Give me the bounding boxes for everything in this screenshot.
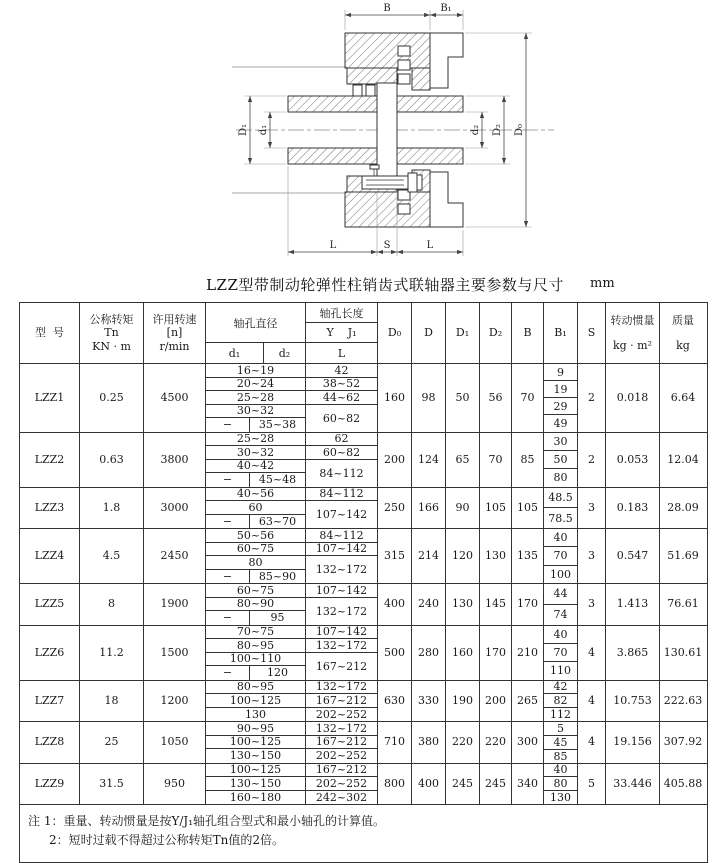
dim-label-d1: d₁ (258, 124, 269, 136)
header-B1: B₁ (544, 303, 578, 363)
b1-stack (544, 681, 578, 722)
d1-cell: 90 (446, 488, 480, 529)
dim-label-D0: D₀ (514, 123, 525, 137)
torque-cell: 11.2 (80, 626, 144, 680)
inertia-cell: 0.053 (606, 433, 660, 487)
bore-dia-cell: 100~125 (206, 764, 305, 778)
d2-cell: 105 (480, 488, 512, 529)
torque-cell: 0.25 (80, 364, 144, 432)
inertia-cell: 0.018 (606, 364, 660, 432)
mass-cell: 222.63 (663, 693, 703, 707)
header-D2: D₂ (480, 303, 512, 363)
mass-cell: 28.09 (667, 500, 699, 514)
d1-cell: 50 (446, 364, 480, 432)
b1-cell: 40 (544, 529, 577, 547)
header-torque-line3: KN · m (92, 339, 131, 353)
bore-d1-cell: − (206, 473, 250, 487)
bore-dia-cell: 80 (206, 556, 305, 570)
b1-stack (544, 626, 578, 680)
model-cell: LZZ3 (20, 488, 80, 529)
inertia-cell: 0.547 (606, 529, 660, 583)
s-cell: 3 (578, 488, 606, 529)
bore-dia-cell: 30~32 (206, 405, 305, 419)
header-yj1: Y J₁ (306, 323, 377, 343)
mass-cell: 307.92 (663, 735, 703, 749)
model-cell: LZZ9 (20, 764, 80, 805)
speed-cell: 2450 (144, 529, 206, 583)
bore-dia-cell: 60 (206, 501, 305, 515)
bore-len-cell: 132~172 (306, 639, 377, 653)
spec-table (19, 302, 708, 863)
model-cell: LZZ1 (20, 364, 80, 432)
b-cell: 105 (512, 488, 544, 529)
header-inertia-line2: kg · m² (612, 338, 653, 352)
d1-cell: 220 (446, 722, 480, 763)
d1-cell: 120 (446, 529, 480, 583)
bore-dia-cell: 70~75 (206, 626, 305, 640)
d-cell: 380 (412, 722, 446, 763)
d-cell: 124 (412, 433, 446, 487)
inertia-cell: 0.183 (606, 488, 660, 529)
dim-label-D2: D₂ (492, 123, 503, 137)
b1-cell: 130 (550, 791, 571, 805)
d2-cell: 245 (480, 764, 512, 805)
model-cell: LZZ8 (20, 722, 80, 763)
d2-cell: 200 (480, 681, 512, 722)
s-cell: 3 (578, 529, 606, 583)
b1-cell: 42 (544, 681, 577, 695)
bore-len-cell: 107~142 (315, 508, 368, 521)
speed-cell: 1050 (144, 722, 206, 763)
inertia-cell: 1.413 (606, 584, 660, 625)
b-cell: 340 (512, 764, 544, 805)
s-cell: 5 (578, 764, 606, 805)
bore-dia-stack (206, 433, 306, 487)
header-speed-line2: [n] (166, 326, 183, 340)
header-D1: D₁ (446, 303, 480, 363)
bore-dia-stack (206, 488, 306, 529)
header-B: B (512, 303, 544, 363)
mass-cell: 12.04 (667, 452, 699, 466)
b-cell: 70 (512, 364, 544, 432)
header-mass-line1: 质量 (672, 313, 694, 327)
bore-len-cell: 242~302 (315, 790, 368, 804)
header-l: L (337, 346, 346, 360)
bore-dia-cell: 100~110 (206, 653, 305, 667)
d2-cell: 145 (480, 584, 512, 625)
bore-len-stack (306, 364, 378, 432)
bore-dia-stack (206, 764, 306, 805)
inertia-cell: 19.156 (606, 722, 660, 763)
bore-dia-cell: 80~95 (206, 681, 305, 695)
bore-dia-cell: 60~75 (206, 584, 305, 598)
header-torque (80, 303, 144, 363)
b1-cell: 82 (544, 694, 577, 708)
bore-dia-cell: 130~150 (206, 777, 305, 791)
bore-dia-cell: 60~75 (206, 543, 305, 557)
bore-len-cell: 167~212 (306, 764, 377, 778)
b1-cell: 80 (553, 471, 568, 485)
bore-dia-split-cell (206, 418, 305, 432)
bore-dia-cell: 80~90 (206, 598, 305, 612)
table-row (20, 488, 707, 530)
torque-cell: 18 (80, 681, 144, 722)
bore-dia-split-cell (206, 666, 305, 680)
bore-len-stack (306, 681, 378, 722)
table-row (20, 681, 707, 723)
header-mass-line2: kg (676, 338, 690, 352)
bore-dia-stack (206, 626, 306, 680)
table-row (20, 433, 707, 488)
bore-len-cell: 60~82 (306, 446, 377, 460)
bore-d1-cell: − (206, 611, 250, 625)
d-cell: 240 (412, 584, 446, 625)
bore-len-cell: 107~142 (306, 626, 377, 640)
model-cell: LZZ4 (20, 529, 80, 583)
bore-d1-cell: − (206, 418, 250, 432)
b1-cell: 19 (544, 381, 577, 398)
bore-dia-cell: 16~19 (206, 364, 305, 378)
b1-cell: 44 (544, 584, 577, 605)
page-title: LZZ型带制动轮弹性柱销齿式联轴器主要参数与尺寸 (206, 276, 564, 294)
bore-len-cell: 107~142 (306, 584, 377, 598)
bore-dia-cell: 40~56 (206, 488, 305, 502)
d0-cell: 250 (378, 488, 412, 529)
d1-cell: 245 (446, 764, 480, 805)
s-cell: 4 (578, 626, 606, 680)
bore-d1-cell: − (206, 666, 250, 680)
b1-cell: 49 (553, 416, 568, 430)
bore-dia-split-cell (206, 473, 305, 487)
b1-cell: 45 (544, 736, 577, 750)
b1-cell: 50 (544, 451, 577, 469)
d2-cell: 70 (480, 433, 512, 487)
bore-dia-cell: 50~56 (206, 529, 305, 543)
bore-len-cell: 38~52 (306, 378, 377, 392)
mass-cell: 405.88 (663, 776, 703, 790)
bore-len-cell: 167~212 (306, 736, 377, 750)
b1-cell: 78.5 (548, 511, 573, 525)
b1-cell: 85 (553, 749, 568, 763)
b1-cell: 29 (544, 398, 577, 415)
d0-cell: 710 (378, 722, 412, 763)
bore-dia-stack (206, 722, 306, 763)
bore-len-cell: 62 (306, 433, 377, 447)
bore-d1-cell: − (206, 515, 250, 529)
bore-len-cell: 132~172 (306, 722, 377, 736)
b1-stack (544, 529, 578, 583)
d0-cell: 160 (378, 364, 412, 432)
bore-len-cell: 84~112 (319, 466, 364, 480)
bore-len-stack (306, 529, 378, 583)
dim-label-l-left: L (329, 240, 337, 251)
b1-cell: 30 (544, 433, 577, 451)
header-inertia-line1: 转动惯量 (610, 313, 655, 327)
b1-stack (544, 764, 578, 805)
header-bore-length (306, 303, 378, 363)
bore-len-cell: 60~82 (322, 411, 361, 425)
torque-cell: 8 (80, 584, 144, 625)
title-row (0, 274, 726, 296)
header-mass (660, 303, 706, 363)
d0-cell: 800 (378, 764, 412, 805)
inertia-cell: 3.865 (606, 626, 660, 680)
s-cell: 4 (578, 681, 606, 722)
model-cell: LZZ7 (20, 681, 80, 722)
torque-cell: 25 (80, 722, 144, 763)
bore-dia-cell: 100~125 (206, 694, 305, 708)
bore-d2-cell: 95 (270, 611, 285, 625)
table-row (20, 626, 707, 681)
bore-len-cell: 44~62 (306, 391, 377, 405)
torque-cell: 31.5 (80, 764, 144, 805)
d-cell: 98 (412, 364, 446, 432)
mass-cell: 130.61 (663, 645, 703, 659)
table-body (20, 364, 707, 804)
table-header (20, 303, 707, 364)
bore-len-stack (306, 626, 378, 680)
b1-cell: 40 (544, 764, 577, 778)
dim-label-b1: B₁ (440, 3, 452, 14)
d-cell: 214 (412, 529, 446, 583)
bore-dia-split-cell (206, 515, 305, 529)
b1-cell: 48.5 (544, 488, 577, 509)
b-cell: 85 (512, 433, 544, 487)
bore-dia-cell: 80~95 (206, 639, 305, 653)
bore-dia-cell: 20~24 (206, 378, 305, 392)
b1-cell: 70 (544, 547, 577, 565)
header-d1: d₁ (206, 343, 264, 363)
inertia-cell: 33.446 (606, 764, 660, 805)
bore-dia-split-cell (206, 570, 305, 584)
bore-d2-cell: 45~48 (258, 473, 297, 487)
d-cell: 330 (412, 681, 446, 722)
bore-len-cell: 167~212 (315, 659, 368, 673)
b1-cell: 80 (544, 777, 577, 791)
bore-len-stack (306, 764, 378, 805)
table-row (20, 584, 707, 626)
bore-len-cell: 202~252 (306, 777, 377, 791)
dim-label-s: S (383, 240, 391, 251)
bore-len-cell: 202~252 (315, 749, 368, 763)
inertia-cell: 10.753 (606, 681, 660, 722)
bore-d2-cell: 35~38 (258, 418, 297, 432)
bore-dia-cell: 130 (245, 707, 266, 721)
mass-cell: 76.61 (667, 597, 699, 611)
d0-cell: 400 (378, 584, 412, 625)
b1-cell: 100 (550, 567, 571, 581)
bore-dia-stack (206, 529, 306, 583)
d-cell: 280 (412, 626, 446, 680)
d0-cell: 630 (378, 681, 412, 722)
bore-d2-cell: 63~70 (258, 514, 297, 528)
header-torque-line1: 公称转矩 (89, 312, 134, 326)
table-notes (20, 804, 707, 862)
b1-stack (544, 364, 578, 432)
mass-cell: 51.69 (667, 549, 699, 563)
torque-cell: 1.8 (80, 488, 144, 529)
speed-cell: 1900 (144, 584, 206, 625)
b-cell: 170 (512, 584, 544, 625)
model-cell: LZZ2 (20, 433, 80, 487)
d1-cell: 65 (446, 433, 480, 487)
dim-label-l-right: L (426, 240, 434, 251)
bore-dia-cell: 130~150 (229, 749, 282, 763)
d0-cell: 200 (378, 433, 412, 487)
b1-cell: 40 (544, 626, 577, 644)
b1-stack (544, 584, 578, 625)
note-line-2: 2：短时过载不得超过公称转矩Tn值的2倍。 (49, 833, 285, 848)
bore-dia-cell: 25~28 (206, 391, 305, 405)
speed-cell: 950 (144, 764, 206, 805)
table-row (20, 764, 707, 805)
b1-stack (544, 433, 578, 487)
unit-label: mm (590, 276, 615, 291)
model-cell: LZZ5 (20, 584, 80, 625)
header-S: S (578, 303, 606, 363)
s-cell: 3 (578, 584, 606, 625)
speed-cell: 1200 (144, 681, 206, 722)
bore-len-cell: 132~172 (306, 681, 377, 695)
bore-dia-stack (206, 681, 306, 722)
header-inertia (606, 303, 660, 363)
dim-label-b: B (383, 3, 391, 14)
bore-len-cell: 202~252 (315, 707, 368, 721)
b1-cell: 110 (550, 664, 571, 678)
bore-len-cell: 107~142 (306, 543, 377, 557)
speed-cell: 3000 (144, 488, 206, 529)
header-speed-line3: r/min (159, 339, 190, 353)
note-line-1: 注 1：重量、转动惯量是按Y/J₁轴孔组合型式和最小轴孔的计算值。 (28, 814, 386, 828)
table-row (20, 529, 707, 584)
bore-d1-cell: − (206, 570, 250, 584)
speed-cell: 3800 (144, 433, 206, 487)
d2-cell: 220 (480, 722, 512, 763)
model-cell: LZZ6 (20, 626, 80, 680)
header-D0: D₀ (378, 303, 412, 363)
torque-cell: 0.63 (80, 433, 144, 487)
bore-len-cell: 42 (306, 364, 377, 378)
bore-dia-stack (206, 584, 306, 625)
header-bore-diameter (206, 303, 306, 363)
speed-cell: 4500 (144, 364, 206, 432)
b1-stack (544, 722, 578, 763)
bore-dia-split-cell (206, 611, 305, 625)
coupling-technical-drawing (0, 0, 726, 272)
b-cell: 300 (512, 722, 544, 763)
d-cell: 166 (412, 488, 446, 529)
d0-cell: 500 (378, 626, 412, 680)
bore-len-cell: 167~212 (306, 694, 377, 708)
table-row (20, 364, 707, 433)
b-cell: 265 (512, 681, 544, 722)
bore-len-stack (306, 433, 378, 487)
b1-cell: 74 (553, 608, 568, 622)
header-bore-len-label: 轴孔长度 (306, 303, 377, 323)
mass-cell: 6.64 (670, 390, 696, 404)
torque-cell: 4.5 (80, 529, 144, 583)
d2-cell: 130 (480, 529, 512, 583)
d0-cell: 315 (378, 529, 412, 583)
d-cell: 400 (412, 764, 446, 805)
s-cell: 4 (578, 722, 606, 763)
bore-d2-cell: 85~90 (258, 569, 297, 583)
dim-label-d2: d₂ (470, 124, 481, 136)
b1-cell: 5 (544, 722, 577, 736)
header-torque-line2: Tn (104, 326, 119, 340)
bore-dia-cell: 25~28 (206, 433, 305, 447)
b1-cell: 9 (544, 364, 577, 381)
bore-len-cell: 132~172 (315, 563, 368, 576)
header-D: D (412, 303, 446, 363)
header-bore-dia-label: 轴孔直径 (206, 303, 305, 343)
d2-cell: 56 (480, 364, 512, 432)
d2-cell: 170 (480, 626, 512, 680)
bore-dia-stack (206, 364, 306, 432)
header-speed (144, 303, 206, 363)
table-row (20, 722, 707, 764)
header-d2: d₂ (278, 346, 291, 360)
header-model: 型 号 (20, 303, 80, 363)
bore-len-cell: 84~112 (306, 529, 377, 543)
bore-dia-cell: 160~180 (229, 790, 282, 804)
s-cell: 2 (578, 364, 606, 432)
bore-len-cell: 132~172 (315, 604, 368, 618)
b-cell: 135 (512, 529, 544, 583)
s-cell: 2 (578, 433, 606, 487)
bore-len-stack (306, 584, 378, 625)
dim-label-D1: D₁ (238, 123, 249, 137)
d1-cell: 190 (446, 681, 480, 722)
bore-len-stack (306, 722, 378, 763)
bore-dia-cell: 100~125 (206, 736, 305, 750)
bore-d2-cell: 120 (267, 666, 288, 680)
d1-cell: 160 (446, 626, 480, 680)
b1-stack (544, 488, 578, 529)
header-speed-line1: 许用转速 (152, 312, 197, 326)
bore-len-stack (306, 488, 378, 529)
d1-cell: 130 (446, 584, 480, 625)
bore-dia-cell: 90~95 (206, 722, 305, 736)
speed-cell: 1500 (144, 626, 206, 680)
bore-dia-cell: 30~32 (206, 446, 305, 460)
b1-cell: 112 (550, 708, 571, 722)
bore-dia-cell: 40~42 (206, 460, 305, 474)
bore-len-cell: 84~112 (306, 488, 377, 502)
b1-cell: 70 (544, 644, 577, 662)
b-cell: 210 (512, 626, 544, 680)
